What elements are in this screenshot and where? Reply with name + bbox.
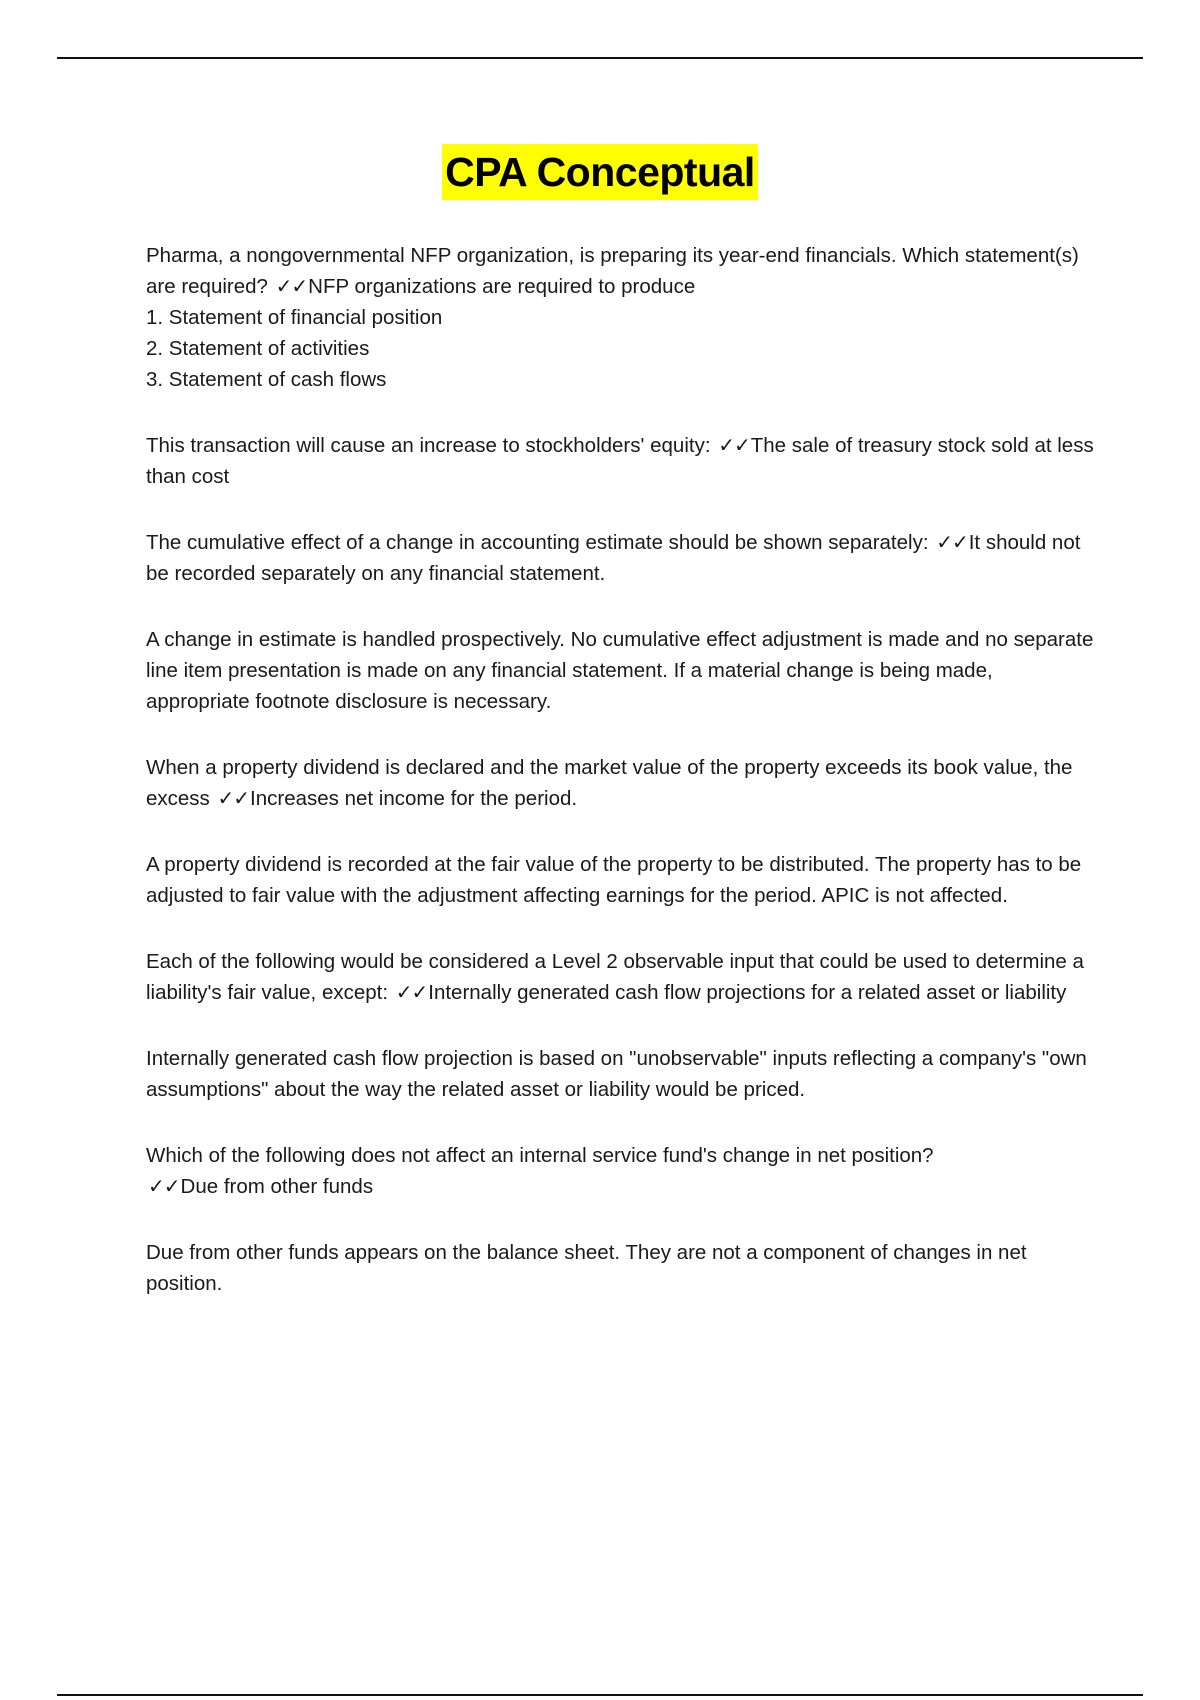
question-text: Pharma, a nongovernmental NFP organization, is preparing its year-end financials. Which statement(s) are required? (146, 244, 1079, 298)
explanation-text: A change in estimate is handled prospectively. No cumulative effect adjustment is made and no separate line item presentation is made on any financial statement. If a material change is being made, appropriate footnote disclosure is necessary. (146, 628, 1094, 713)
list-item: 2. Statement of activities (146, 337, 370, 360)
page-title: CPA Conceptual (442, 144, 758, 200)
question-2 (146, 430, 1096, 492)
question-text: Each of the following would be considered a Level 2 observable input that could be used to determine a liability's fair value, except: (146, 950, 1084, 1004)
qa-block-5 (146, 946, 1096, 1008)
question-text: This transaction will cause an increase to stockholders' equity: (146, 434, 711, 457)
explanation-block-1 (146, 624, 1096, 717)
checkmark-icon: ✓✓ (217, 786, 250, 810)
checkmark-icon: ✓✓ (275, 274, 308, 298)
top-rule (57, 57, 1143, 59)
answer-text: Increases net income for the period. (250, 787, 578, 810)
checkmark-icon: ✓✓ (718, 433, 750, 457)
explanation-block-4 (146, 1237, 1096, 1299)
list-item: 3. Statement of cash flows (146, 368, 387, 391)
qa-block-4 (146, 752, 1096, 814)
list-item: 1. Statement of financial position (146, 306, 443, 329)
explanation-block-2 (146, 849, 1096, 911)
checkmark-icon: ✓✓ (936, 530, 968, 554)
answer-text: Due from other funds (180, 1175, 374, 1198)
question-6 (146, 1140, 1096, 1202)
explanation-text: A property dividend is recorded at the fair value of the property to be distributed. The property has to be adjusted to fair value with the adjustment affecting earnings for the period. APIC is not affected. (146, 853, 1082, 907)
question-4 (146, 752, 1096, 814)
question-text: The cumulative effect of a change in accounting estimate should be shown separately: (146, 531, 929, 554)
bottom-rule (57, 1694, 1143, 1696)
explanation-text: Due from other funds appears on the balance sheet. They are not a component of changes in net position. (146, 1241, 1027, 1295)
checkmark-icon: ✓✓ (148, 1174, 180, 1198)
answer-text: The sale of treasury stock sold at less than cost (146, 434, 1094, 488)
question-text: When a property dividend is declared and the market value of the property exceeds its book value, the excess (146, 756, 1073, 810)
question-5 (146, 946, 1096, 1008)
question-text: Which of the following does not affect an internal service fund's change in net position? (146, 1144, 934, 1167)
qa-block-2 (146, 430, 1096, 492)
question-1 (146, 240, 1096, 302)
title-wrap (0, 144, 1200, 200)
qa-block-1 (146, 240, 1096, 395)
checkmark-icon: ✓✓ (395, 980, 428, 1004)
explanation-text: Internally generated cash flow projection is based on "unobservable" inputs reflecting a company's "own assumptions" about the way the related asset or liability would be priced. (146, 1047, 1087, 1101)
answer-text: NFP organizations are required to produce (308, 275, 696, 298)
document-body (146, 240, 1096, 1334)
answer-text: Internally generated cash flow projections for a related asset or liability (428, 981, 1067, 1004)
explanation-block-3 (146, 1043, 1096, 1105)
answer-text: It should not be recorded separately on any financial statement. (146, 531, 1081, 585)
qa-block-6 (146, 1140, 1096, 1202)
question-3 (146, 527, 1096, 589)
qa-block-3 (146, 527, 1096, 589)
